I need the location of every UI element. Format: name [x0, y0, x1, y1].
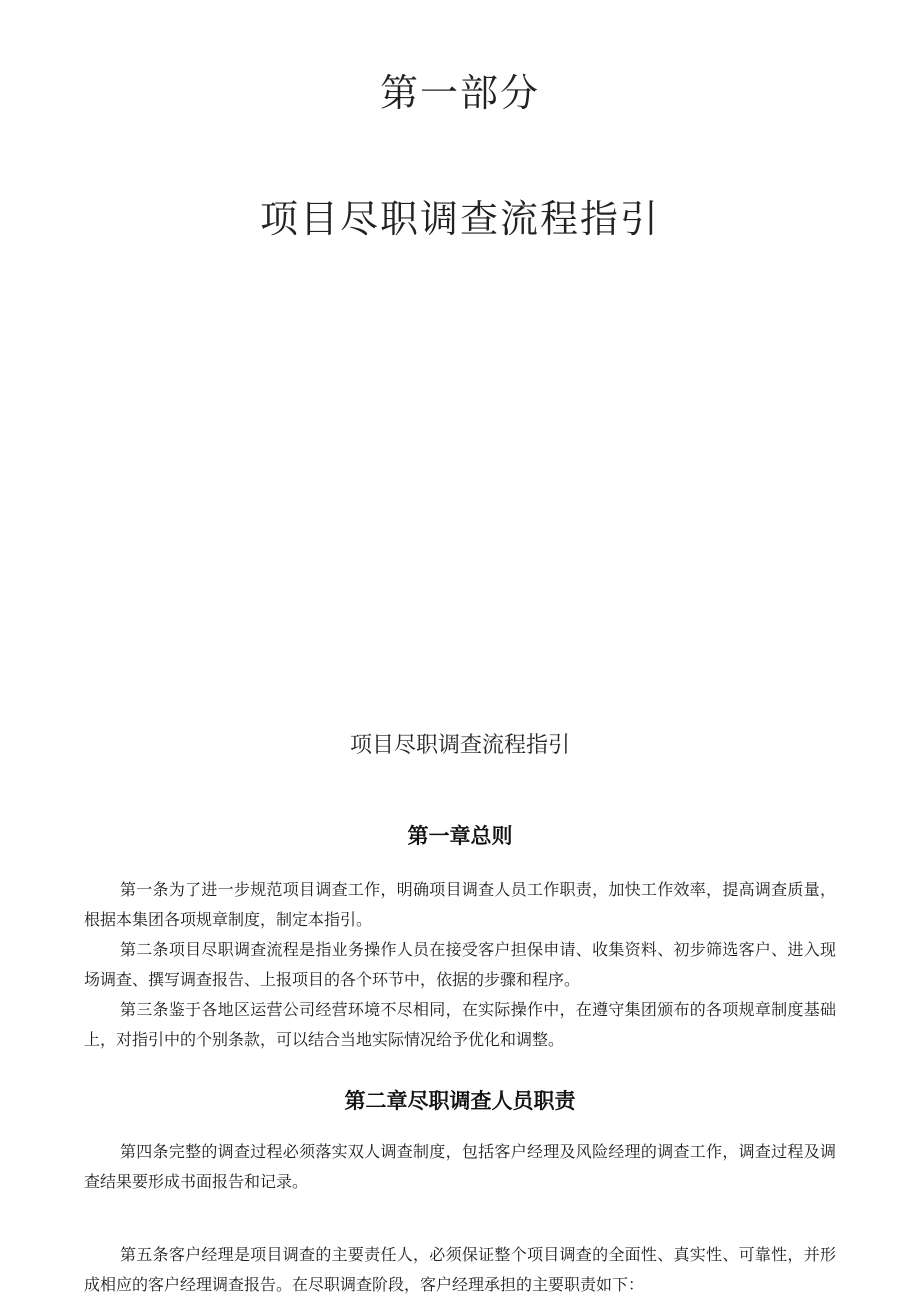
paragraph-article-1: 第一条为了进一步规范项目调查工作，明确项目调查人员工作职责，加快工作效率，提高调查质量，根据本集团各项规章制度，制定本指引。 — [84, 880, 836, 929]
chapter-heading: 第二章尽职调查人员职责 — [344, 1089, 576, 1113]
paragraph-article-3: 第三条鉴于各地区运营公司经营环境不尽相同，在实际操作中，在遵守集团颁布的各项规章制度基础上，对指引中的个别条款，可以结合当地实际情况给予优化和调整。 — [84, 1000, 836, 1049]
paragraph-article-2: 第二条项目尽职调查流程是指业务操作人员在接受客户担保申请、收集资料、初步筛选客户、进入现场调查、撰写调查报告、上报项目的各个环节中，依据的步骤和程序。 — [84, 940, 836, 989]
part-label: 第一部分 — [379, 71, 540, 115]
cover-title: 项目尽职调查流程指引 — [259, 197, 660, 241]
document-title: 项目尽职调查流程指引 — [349, 733, 570, 758]
paragraph-article-5: 第五条客户经理是项目调查的主要责任人，必须保证整个项目调查的全面性、真实性、可靠性，并形成相应的客户经理调查报告。在尽职调查阶段，客户经理承担的主要职责如下： — [84, 1245, 836, 1294]
paragraph-article-4: 第四条完整的调查过程必须落实双人调查制度，包括客户经理及风险经理的调查工作，调查过程及调查结果要形成书面报告和记录。 — [84, 1142, 836, 1191]
chapter-heading: 第一章总则 — [407, 824, 513, 848]
